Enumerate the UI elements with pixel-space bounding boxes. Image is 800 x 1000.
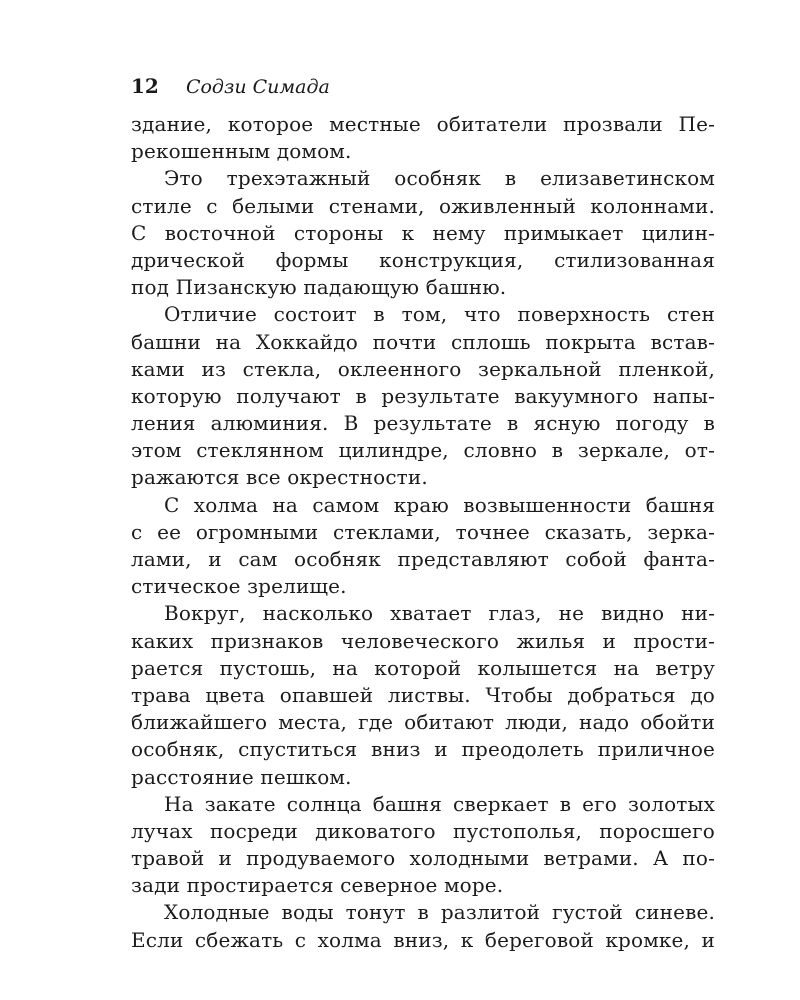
running-title: Содзи Симада xyxy=(185,76,330,98)
text-line: Отличие состоит в том, что поверхность стен xyxy=(164,302,715,327)
text-line: На закате солнца башня сверкает в его золотых xyxy=(164,791,715,816)
text-line: лами, и сам особняк представляют собой фанта- xyxy=(131,547,715,571)
text-line: дрической формы конструкция, стилизованная xyxy=(131,247,715,272)
text-line: трава цвета опавшей листвы. Чтобы добраться до xyxy=(131,682,715,707)
text-line: здание, которое местные обитатели прозвали Пе- xyxy=(131,112,715,136)
text-line: башни на Хоккайдо почти сплошь покрыта встав- xyxy=(131,329,715,354)
text-line: стическое зрелище. xyxy=(131,574,347,599)
text-line: которую получают в результате вакуумного напы- xyxy=(131,383,715,408)
text-line: лучах посреди диковатого пустополья, поросшего xyxy=(131,818,715,843)
text-line: ражаются все окрестности. xyxy=(131,465,428,490)
text-line: особняк, спуститься вниз и преодолеть приличное xyxy=(131,737,715,762)
text-line: ками из стекла, оклеенного зеркальной пленкой, xyxy=(131,356,715,381)
text-line: расстояние пешком. xyxy=(131,764,352,789)
text-line: С восточной стороны к нему примыкает цилин- xyxy=(131,220,715,245)
page-number: 12 xyxy=(131,74,159,98)
text-line: Если сбежать с холма вниз, к береговой кромке, и xyxy=(131,927,715,952)
text-line: Это трехэтажный особняк в елизаветинском xyxy=(164,166,715,191)
text-line: ления алюминия. В результате в ясную погоду в xyxy=(131,411,715,436)
text-line: рекошенным домом. xyxy=(131,139,352,164)
text-line: Холодные воды тонут в разлитой густой синеве. xyxy=(164,900,715,925)
running-head xyxy=(131,74,330,104)
text-line: стиле с белыми стенами, оживленный колоннами. xyxy=(131,193,715,218)
text-line: рается пустошь, на которой колышется на ветру xyxy=(131,655,715,680)
text-line: этом стеклянном цилиндре, словно в зеркале, от- xyxy=(131,438,715,463)
text-line: под Пизанскую падающую башню. xyxy=(131,275,507,300)
text-line: каких признаков человеческого жилья и прости- xyxy=(131,628,715,653)
text-line: С холма на самом краю возвышенности башня xyxy=(164,492,715,517)
text-line: Вокруг, насколько хватает глаз, не видно ни- xyxy=(164,601,715,626)
body-text xyxy=(131,111,715,954)
text-line: с ее огромными стеклами, точнее сказать, зерка- xyxy=(131,519,715,544)
text-line: зади простирается северное море. xyxy=(131,873,504,898)
text-line: травой и продуваемого холодными ветрами. А по- xyxy=(131,846,715,871)
text-line: ближайшего места, где обитают люди, надо обойти xyxy=(131,710,715,735)
